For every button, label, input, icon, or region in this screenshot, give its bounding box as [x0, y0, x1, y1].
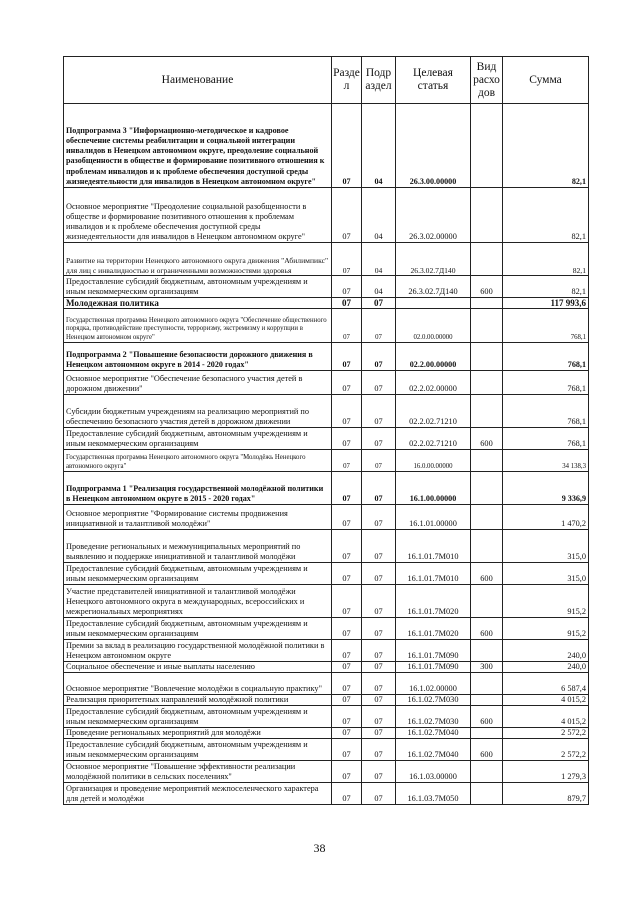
cell-subsection: 07 [362, 728, 396, 739]
cell-target: 16.1.01.7М090 [396, 640, 471, 662]
table-row [64, 728, 589, 739]
table-row [64, 243, 589, 276]
cell-name: Государственная программа Ненецкого автономного округа "Молодёжь Ненецкого автономного округа" [64, 450, 332, 472]
cell-name: Основное мероприятие "Обеспечение безопасного участия детей в дорожном движении" [64, 371, 332, 395]
table-header-row [64, 57, 589, 104]
cell-target: 16.1.00.00000 [396, 472, 471, 505]
cell-subsection: 07 [362, 371, 396, 395]
cell-target: 26.3.02.7Д140 [396, 276, 471, 298]
budget-table [63, 56, 589, 805]
cell-expense-type [471, 188, 503, 243]
cell-name: Основное мероприятие "Формирование системы продвижения инициативной и талантливой молодёжи" [64, 505, 332, 530]
cell-subsection: 07 [362, 662, 396, 673]
table-row [64, 761, 589, 783]
cell-amount: 34 138,3 [503, 450, 589, 472]
table-row [64, 450, 589, 472]
cell-target: 02.2.02.71210 [396, 395, 471, 428]
budget-document [63, 56, 588, 805]
cell-expense-type [471, 761, 503, 783]
cell-subsection: 07 [362, 739, 396, 761]
cell-name: Предоставление субсидий бюджетным, автономным учреждениям и иным некоммерческим организациям [64, 276, 332, 298]
cell-amount: 1 470,2 [503, 505, 589, 530]
cell-subsection: 07 [362, 640, 396, 662]
cell-amount: 768,1 [503, 309, 589, 343]
table-row [64, 104, 589, 188]
cell-target: 16.1.03.00000 [396, 761, 471, 783]
cell-subsection: 04 [362, 276, 396, 298]
cell-expense-type: 600 [471, 706, 503, 728]
cell-section: 07 [332, 739, 362, 761]
cell-section: 07 [332, 428, 362, 450]
header-section: Разде л [332, 57, 362, 104]
cell-subsection: 07 [362, 395, 396, 428]
cell-subsection: 07 [362, 450, 396, 472]
cell-target: 16.1.01.7М090 [396, 662, 471, 673]
table-row [64, 563, 589, 585]
cell-expense-type [471, 450, 503, 472]
cell-name: Проведение региональных мероприятий для молодёжи [64, 728, 332, 739]
cell-expense-type [471, 505, 503, 530]
table-row [64, 585, 589, 618]
cell-name: Премии за вклад в реализацию государственной молодёжной политики в Ненецком автономном округе [64, 640, 332, 662]
cell-amount: 9 336,9 [503, 472, 589, 505]
cell-target: 16.0.00.00000 [396, 450, 471, 472]
header-target: Целевая статья [396, 57, 471, 104]
cell-section: 07 [332, 761, 362, 783]
cell-amount: 768,1 [503, 343, 589, 371]
cell-amount: 2 572,2 [503, 739, 589, 761]
cell-expense-type [471, 243, 503, 276]
cell-section: 07 [332, 618, 362, 640]
cell-expense-type: 300 [471, 662, 503, 673]
cell-section: 07 [332, 585, 362, 618]
cell-subsection: 07 [362, 428, 396, 450]
cell-subsection: 07 [362, 585, 396, 618]
cell-expense-type: 600 [471, 739, 503, 761]
cell-section: 07 [332, 371, 362, 395]
cell-subsection: 07 [362, 761, 396, 783]
cell-amount: 2 572,2 [503, 728, 589, 739]
cell-amount: 768,1 [503, 395, 589, 428]
cell-name: Участие представителей инициативной и талантливой молодёжи Ненецкого автономного округа в международных, всероссийских и межрегиональных мероприятиях [64, 585, 332, 618]
cell-name: Основное мероприятие "Преодоление социальной разобщенности в обществе и формирование позитивного отношения к проблемам инвалидов и к проблеме обеспечения доступной среды жизнедеятельности для инвалидов в Ненецком автономном округе" [64, 188, 332, 243]
cell-amount: 117 993,6 [503, 298, 589, 309]
table-row [64, 472, 589, 505]
cell-expense-type: 600 [471, 618, 503, 640]
cell-amount: 82,1 [503, 243, 589, 276]
cell-expense-type [471, 298, 503, 309]
cell-amount: 315,0 [503, 530, 589, 563]
cell-target: 16.1.02.7М040 [396, 739, 471, 761]
cell-name: Основное мероприятие "Повышение эффективности реализации молодёжной политики в сельских поселениях" [64, 761, 332, 783]
cell-name: Подпрограмма 1 "Реализация государственной молодёжной политики в Ненецком автономном округе в 2015 - 2020 годах" [64, 472, 332, 505]
table-row [64, 673, 589, 695]
header-expense-type: Вид расхо дов [471, 57, 503, 104]
cell-section: 07 [332, 530, 362, 563]
cell-subsection: 07 [362, 505, 396, 530]
cell-amount: 240,0 [503, 640, 589, 662]
cell-target: 16.1.01.00000 [396, 505, 471, 530]
table-row [64, 505, 589, 530]
cell-name: Предоставление субсидий бюджетным, автономным учреждениям и иным некоммерческим организациям [64, 618, 332, 640]
cell-amount: 82,1 [503, 276, 589, 298]
cell-expense-type [471, 673, 503, 695]
cell-name: Предоставление субсидий бюджетным, автономным учреждениям и иным некоммерческим организациям [64, 563, 332, 585]
cell-section: 07 [332, 505, 362, 530]
cell-name: Организация и проведение мероприятий межпоселенческого характера для детей и молодёжи [64, 783, 332, 805]
cell-target: 02.2.02.00000 [396, 371, 471, 395]
table-row [64, 739, 589, 761]
cell-expense-type [471, 104, 503, 188]
table-row [64, 695, 589, 706]
cell-target: 02.2.00.00000 [396, 343, 471, 371]
cell-expense-type [471, 395, 503, 428]
cell-expense-type [471, 371, 503, 395]
cell-subsection: 07 [362, 673, 396, 695]
cell-section: 07 [332, 450, 362, 472]
page-number: 38 [313, 841, 326, 855]
cell-amount: 82,1 [503, 104, 589, 188]
table-row [64, 783, 589, 805]
cell-section: 07 [332, 472, 362, 505]
cell-subsection: 04 [362, 243, 396, 276]
cell-section: 07 [332, 662, 362, 673]
cell-expense-type [471, 783, 503, 805]
cell-section: 07 [332, 188, 362, 243]
cell-amount: 915,2 [503, 585, 589, 618]
cell-target: 16.1.01.7М010 [396, 530, 471, 563]
cell-name: Предоставление субсидий бюджетным, автономным учреждениям и иным некоммерческим организациям [64, 428, 332, 450]
cell-name: Подпрограмма 2 "Повышение безопасности дорожного движения в Ненецком автономном округе в 2014 - 2020 годах" [64, 343, 332, 371]
cell-subsection: 07 [362, 472, 396, 505]
cell-section: 07 [332, 395, 362, 428]
cell-expense-type [471, 695, 503, 706]
cell-section: 07 [332, 298, 362, 309]
table-row [64, 343, 589, 371]
cell-amount: 82,1 [503, 188, 589, 243]
table-row [64, 618, 589, 640]
table-row [64, 395, 589, 428]
table-row [64, 428, 589, 450]
cell-expense-type: 600 [471, 428, 503, 450]
cell-amount: 1 279,3 [503, 761, 589, 783]
cell-section: 07 [332, 783, 362, 805]
cell-subsection: 07 [362, 530, 396, 563]
cell-target: 16.1.02.7М030 [396, 706, 471, 728]
cell-target: 16.1.02.7М030 [396, 695, 471, 706]
cell-name: Государственная программа Ненецкого автономного округа "Обеспечение общественного порядка, противодействие преступности, терроризму, экстремизму и коррупции в Ненецком автономном округе" [64, 309, 332, 343]
cell-expense-type [471, 640, 503, 662]
cell-amount: 6 587,4 [503, 673, 589, 695]
cell-target: 16.1.01.7М020 [396, 585, 471, 618]
cell-expense-type [471, 472, 503, 505]
cell-name: Основное мероприятие "Вовлечение молодёжи в социальную практику" [64, 673, 332, 695]
header-amount: Сумма [503, 57, 589, 104]
cell-target: 16.1.02.7М040 [396, 728, 471, 739]
cell-section: 07 [332, 673, 362, 695]
cell-target: 02.0.00.00000 [396, 309, 471, 343]
cell-section: 07 [332, 343, 362, 371]
cell-target: 26.3.00.00000 [396, 104, 471, 188]
table-row [64, 276, 589, 298]
cell-target: 02.2.02.71210 [396, 428, 471, 450]
table-row [64, 309, 589, 343]
cell-target: 26.3.02.00000 [396, 188, 471, 243]
cell-name: Предоставление субсидий бюджетным, автономным учреждениям и иным некоммерческим организациям [64, 739, 332, 761]
cell-name: Молодежная политика [64, 298, 332, 309]
header-name: Наименование [64, 57, 332, 104]
cell-section: 07 [332, 695, 362, 706]
cell-amount: 915,2 [503, 618, 589, 640]
header-subsection: Подр аздел [362, 57, 396, 104]
table-row [64, 188, 589, 243]
cell-expense-type [471, 728, 503, 739]
cell-name: Социальное обеспечение и иные выплаты населению [64, 662, 332, 673]
cell-section: 07 [332, 104, 362, 188]
cell-expense-type [471, 585, 503, 618]
cell-section: 07 [332, 243, 362, 276]
cell-amount: 879,7 [503, 783, 589, 805]
cell-expense-type [471, 530, 503, 563]
cell-target: 16.1.02.00000 [396, 673, 471, 695]
cell-section: 07 [332, 728, 362, 739]
cell-subsection: 07 [362, 309, 396, 343]
table-row [64, 298, 589, 309]
cell-subsection: 07 [362, 695, 396, 706]
cell-subsection: 07 [362, 343, 396, 371]
cell-amount: 240,0 [503, 662, 589, 673]
table-row [64, 371, 589, 395]
cell-section: 07 [332, 309, 362, 343]
cell-amount: 768,1 [503, 371, 589, 395]
cell-expense-type: 600 [471, 276, 503, 298]
cell-subsection: 07 [362, 706, 396, 728]
cell-name: Подпрограмма 3 "Информационно-методическое и кадровое обеспечение системы реабилитации и социальной интеграции инвалидов в Ненецком автономном округе, преодоление социальной разобщенности в обществе и формирование позитивного отношения к проблемам инвалидов и к проблеме обеспечения доступной среды жизнедеятельности для инвалидов в Ненецком автономном округе" [64, 104, 332, 188]
table-row [64, 640, 589, 662]
cell-section: 07 [332, 563, 362, 585]
cell-section: 07 [332, 640, 362, 662]
cell-name: Субсидии бюджетным учреждениям на реализацию мероприятий по обеспечению безопасного участия детей в дорожном движении [64, 395, 332, 428]
cell-target: 16.1.03.7М050 [396, 783, 471, 805]
cell-amount: 4 015,2 [503, 695, 589, 706]
cell-subsection: 04 [362, 188, 396, 243]
table-row [64, 530, 589, 563]
cell-name: Развитие на территории Ненецкого автономного округа движения "Абилимпикс" для лиц с инвалидностью и ограниченными возможностями здоровья [64, 243, 332, 276]
cell-expense-type [471, 343, 503, 371]
cell-target: 16.1.01.7М020 [396, 618, 471, 640]
cell-target: 26.3.02.7Д140 [396, 243, 471, 276]
cell-name: Реализация приоритетных направлений молодёжной политики [64, 695, 332, 706]
cell-section: 07 [332, 276, 362, 298]
cell-expense-type: 600 [471, 563, 503, 585]
cell-subsection: 07 [362, 563, 396, 585]
table-row [64, 706, 589, 728]
cell-subsection: 04 [362, 104, 396, 188]
table-row [64, 662, 589, 673]
cell-subsection: 07 [362, 783, 396, 805]
cell-section: 07 [332, 706, 362, 728]
cell-subsection: 07 [362, 298, 396, 309]
cell-expense-type [471, 309, 503, 343]
cell-amount: 315,0 [503, 563, 589, 585]
cell-target: 16.1.01.7М010 [396, 563, 471, 585]
cell-name: Предоставление субсидий бюджетным, автономным учреждениям и иным некоммерческим организациям [64, 706, 332, 728]
table-body [64, 104, 589, 805]
cell-amount: 768,1 [503, 428, 589, 450]
cell-target [396, 298, 471, 309]
cell-subsection: 07 [362, 618, 396, 640]
cell-amount: 4 015,2 [503, 706, 589, 728]
cell-name: Проведение региональных и межмуниципальных мероприятий по выявлению и поддержке инициативной и талантливой молодёжи [64, 530, 332, 563]
